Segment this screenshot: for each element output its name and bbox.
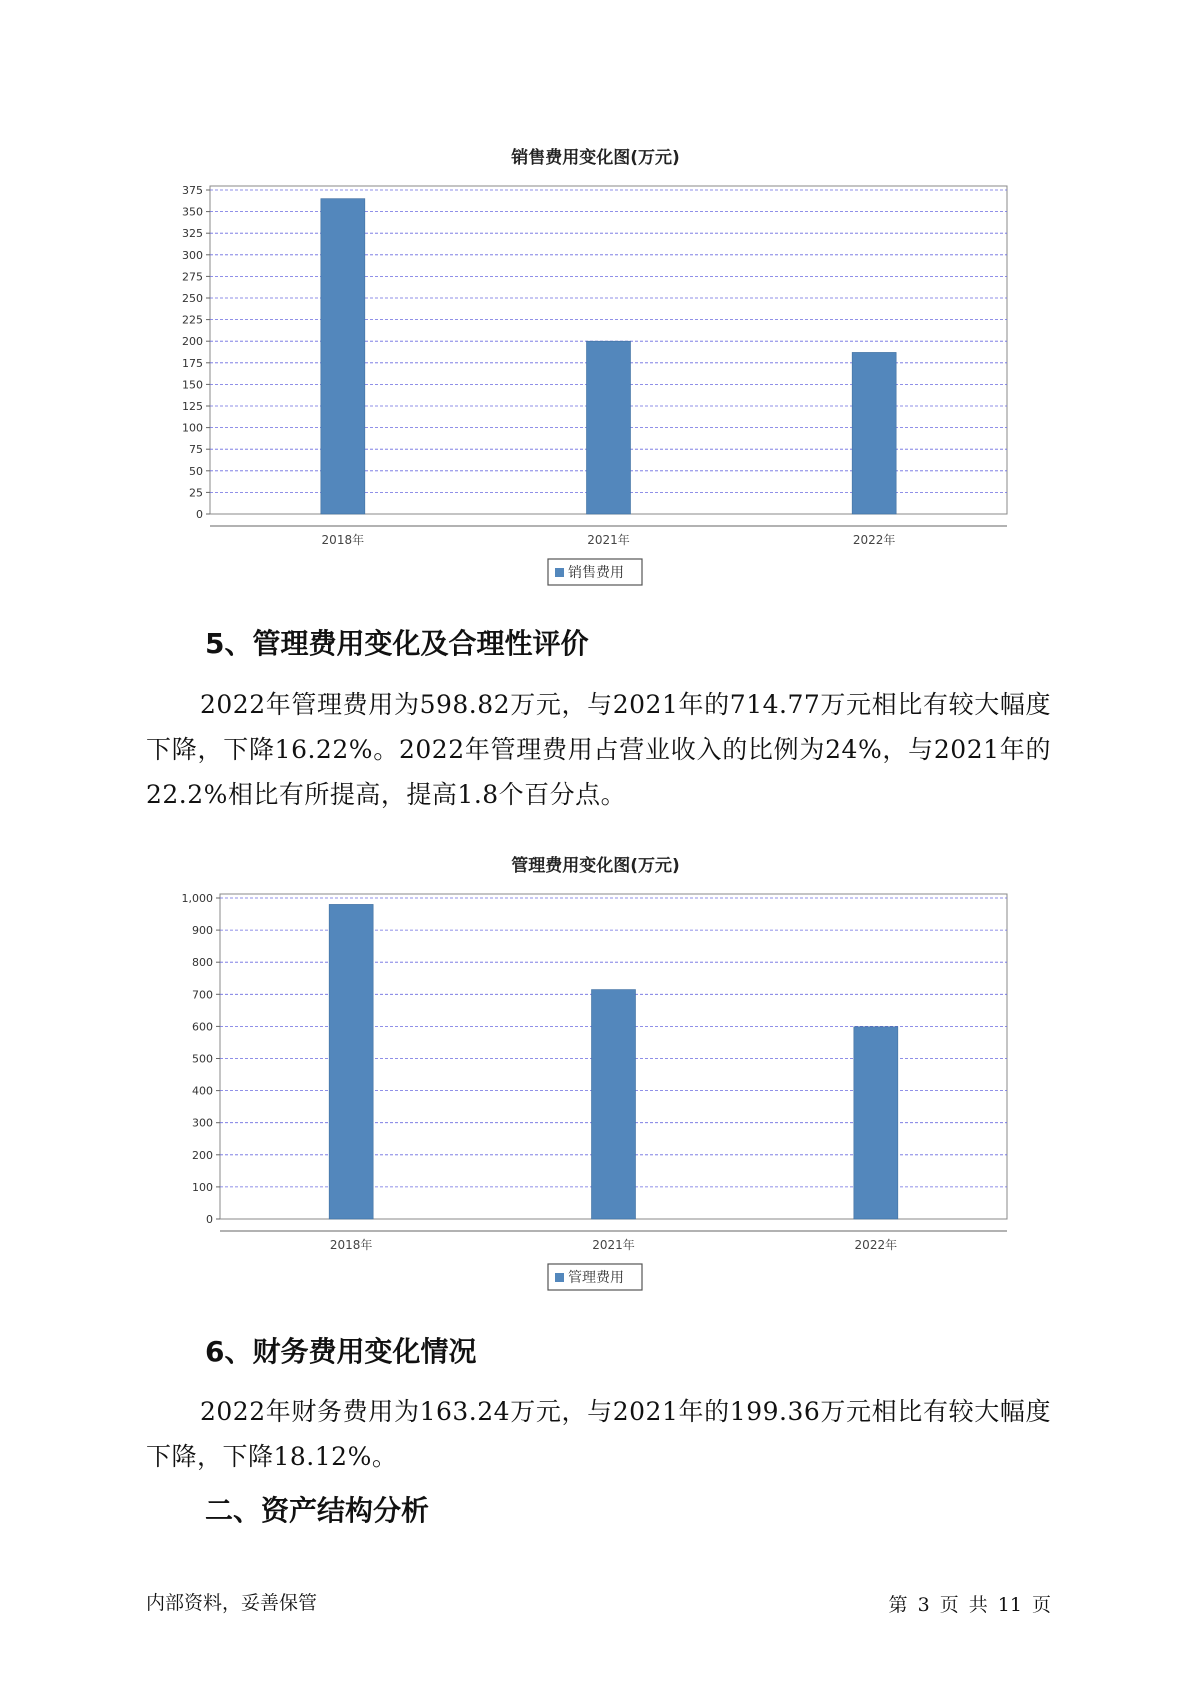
legend-label: 销售费用 [568,565,624,581]
x-category-label: 2022年 [854,1238,898,1252]
x-category-label: 2021年 [592,1238,635,1252]
chart-title-sales-expense: 销售费用变化图(万元) [511,148,680,168]
y-tick-label: 250 [182,292,203,305]
y-tick-label: 150 [182,378,203,392]
y-tick-label: 400 [192,1084,213,1098]
x-category-label: 2021年 [587,533,630,547]
chart-title-admin-expense: 管理费用变化图(万元) [511,856,680,876]
section-5-paragraph: 2022年管理费用为598.82万元，与2021年的714.77万元相比有较大幅度下降，下降16.22%。2022年管理费用占营业收入的比例为24%，与2021年的22.2%相比有所提高，提高1.8个百分点。 [146,690,1051,809]
y-tick-label: 800 [192,956,213,970]
footer-confidential-note: 内部资料，妥善保管 [146,1592,318,1614]
y-tick-label: 25 [189,486,203,500]
legend-swatch [555,1273,564,1282]
y-tick-label: 125 [182,400,203,413]
y-tick-label: 500 [192,1052,213,1066]
y-tick-label: 1,000 [181,892,213,905]
x-category-label: 2018年 [329,1238,373,1252]
y-tick-label: 300 [192,1116,213,1130]
y-tick-label: 300 [182,248,203,262]
section-6-heading: 6、财务费用变化情况 [205,1335,477,1368]
y-tick-label: 375 [182,184,203,197]
bar-2021年 [587,341,631,514]
section-6-paragraph: 2022年财务费用为163.24万元，与2021年的199.36万元相比有较大幅度下降，下降18.12%。 [146,1397,1051,1471]
y-tick-label: 175 [182,356,203,370]
y-tick-label: 50 [189,464,203,478]
y-tick-label: 350 [182,205,203,219]
x-category-label: 2022年 [852,533,896,547]
bar-2022年 [854,1027,898,1219]
y-tick-label: 100 [192,1180,213,1194]
y-tick-label: 900 [192,924,213,938]
sales-expense-bar-chart [0,175,1191,625]
y-tick-label: 75 [189,443,203,457]
y-tick-label: 325 [182,227,203,241]
y-tick-label: 200 [192,1148,213,1162]
y-tick-label: 600 [192,1020,213,1034]
section-5-heading: 5、管理费用变化及合理性评价 [205,627,589,660]
footer-page-number: 第 3 页 共 11 页 [888,1594,1051,1616]
bar-2018年 [329,904,373,1219]
y-tick-label: 0 [206,1213,213,1226]
admin-expense-bar-chart [0,880,1191,1330]
y-tick-label: 0 [196,508,203,521]
legend-label: 管理费用 [568,1270,624,1286]
y-tick-label: 100 [182,421,203,435]
y-tick-label: 200 [182,335,203,349]
y-tick-label: 275 [182,270,203,284]
bar-2022年 [852,352,896,514]
x-category-label: 2018年 [321,533,365,547]
y-tick-label: 700 [192,988,213,1002]
legend-swatch [555,568,564,577]
section-asset-structure-heading: 二、资产结构分析 [205,1494,430,1527]
bar-2021年 [592,990,636,1219]
y-tick-label: 225 [182,313,203,327]
bar-2018年 [321,199,365,514]
